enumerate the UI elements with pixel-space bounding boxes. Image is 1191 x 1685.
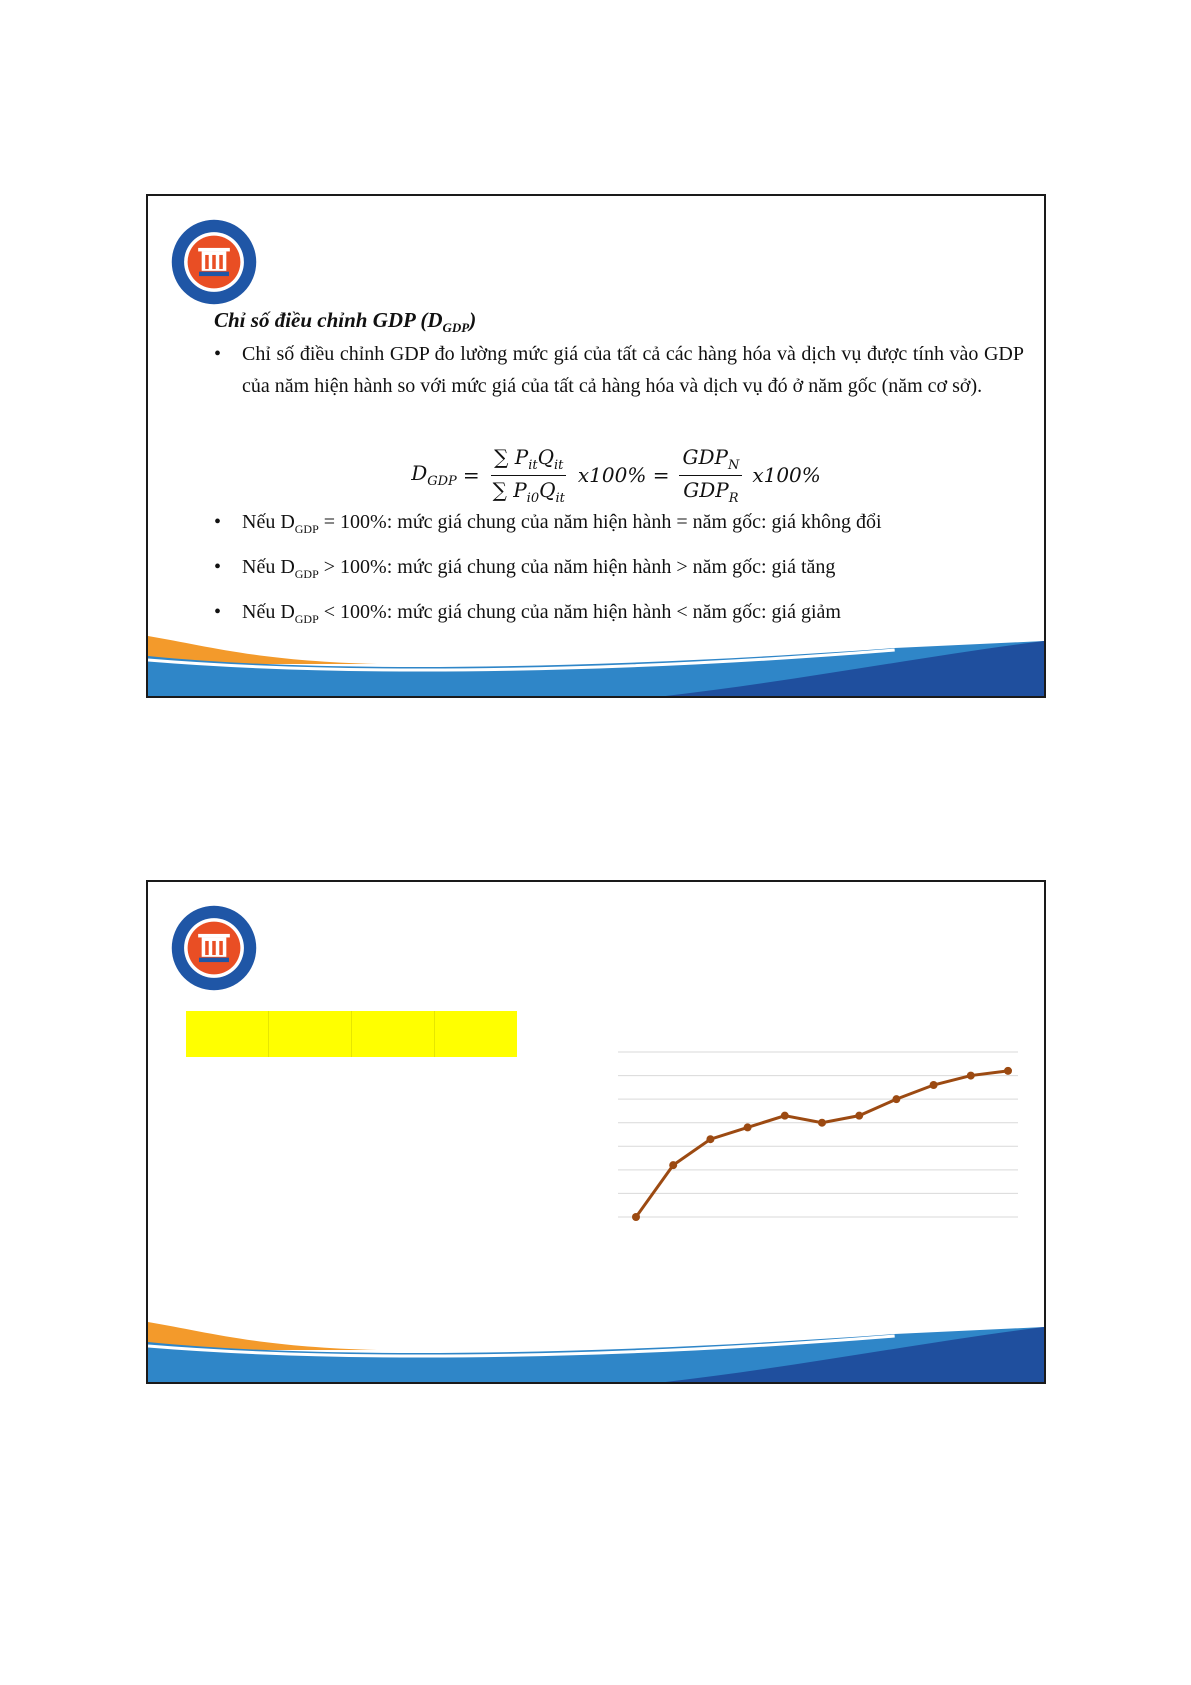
condition-greater: • Nếu $D_{GDP} > 100\%$: mức giá chung của năm hiện hành > năm gốc: giá tăng xyxy=(214,551,1024,590)
bullet-list xyxy=(214,338,1024,402)
condition-equal: • Nếu $D_{GDP} = 100\%$: mức giá chung của năm hiện hành = năm gốc: giá không đổi xyxy=(214,506,1024,545)
slide-chart xyxy=(146,880,1046,1384)
yellow-table-header xyxy=(186,1011,517,1057)
table-header-cell xyxy=(269,1011,352,1057)
data-point xyxy=(706,1135,714,1143)
data-point xyxy=(781,1112,789,1120)
formula-equals: = xyxy=(462,463,480,487)
slide-heading: Chỉ số điều chỉnh GDP $(D_{GDP})$ xyxy=(214,308,477,336)
footer-wave xyxy=(148,1312,1044,1382)
university-logo xyxy=(170,218,258,306)
data-point xyxy=(744,1123,752,1131)
formula-multiplier: x100% = xyxy=(577,463,670,487)
data-point xyxy=(967,1072,975,1080)
slide-gdp-deflator xyxy=(146,194,1046,698)
data-point xyxy=(818,1119,826,1127)
table-header-cell xyxy=(186,1011,269,1057)
formula-lhs: $D_{GDP}$ xyxy=(411,461,457,489)
condition-less: • Nếu $D_{GDP} < 100\%$: mức giá chung của năm hiện hành < năm gốc: giá giảm xyxy=(214,596,1024,635)
formula-fraction-gdp: $\frac{GDP_N}{GDP_R}$ xyxy=(679,445,742,506)
definition-bullet: • Chỉ số điều chỉnh GDP đo lường mức giá của tất cả các hàng hóa và dịch vụ được tính vào GDP của năm hiện hành so với mức giá của tất cả hàng hóa và dịch vụ đó ở năm gốc (năm cơ sở). xyxy=(214,338,1024,402)
data-point xyxy=(669,1161,677,1169)
data-point xyxy=(1004,1067,1012,1075)
data-point xyxy=(855,1112,863,1120)
formula-fraction-prices: $\frac{\sum P_{it}Q_{it}}{\sum P_{i0}Q_{it}}$ xyxy=(492,444,565,506)
footer-wave xyxy=(148,626,1044,696)
data-point xyxy=(892,1095,900,1103)
data-point xyxy=(930,1081,938,1089)
table-header-cell xyxy=(352,1011,435,1057)
university-logo xyxy=(170,904,258,992)
line-chart xyxy=(608,1042,1028,1232)
gdp-deflator-formula xyxy=(214,436,1024,514)
data-point xyxy=(632,1213,640,1221)
formula-multiplier-2: x100% xyxy=(752,463,821,487)
condition-list xyxy=(214,506,1024,641)
table-header-cell xyxy=(435,1011,517,1057)
series-line xyxy=(636,1071,1008,1217)
